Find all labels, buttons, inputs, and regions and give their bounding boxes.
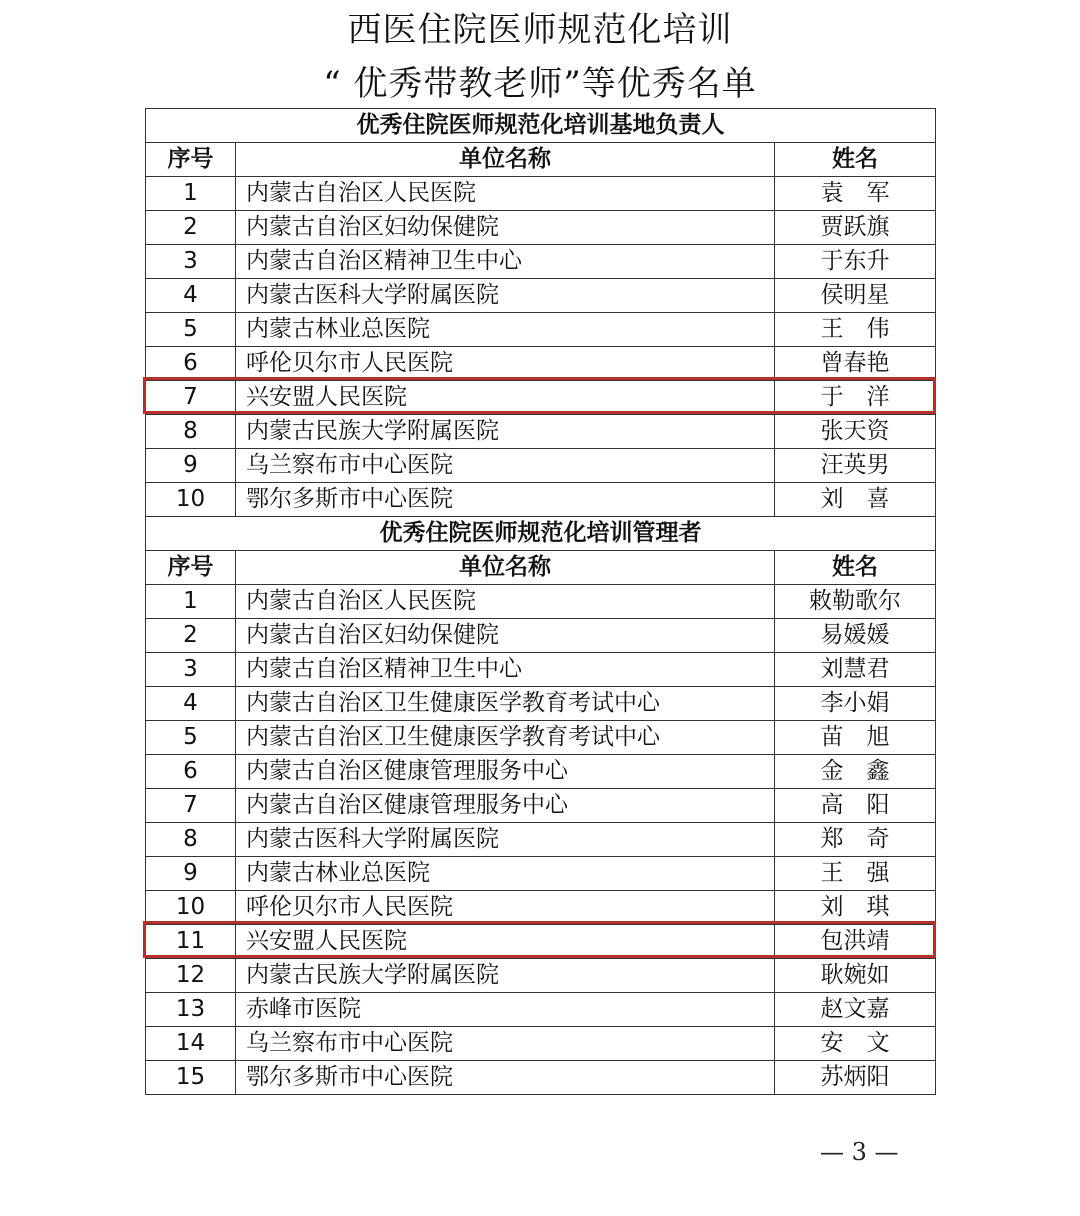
row-unit-name: 内蒙古自治区人民医院 xyxy=(236,585,775,619)
name-header: 姓名 xyxy=(775,143,936,177)
row-person-name: 袁 军 xyxy=(775,177,936,211)
row-seq-number: 15 xyxy=(146,1061,236,1095)
table-row xyxy=(146,313,936,347)
row-seq-number: 11 xyxy=(146,925,236,959)
row-unit-name: 内蒙古自治区卫生健康医学教育考试中心 xyxy=(236,687,775,721)
row-person-name: 张天资 xyxy=(775,415,936,449)
seq-header: 序号 xyxy=(146,551,236,585)
row-seq-number: 13 xyxy=(146,993,236,1027)
row-unit-name: 内蒙古民族大学附属医院 xyxy=(236,959,775,993)
row-person-name: 赵文嘉 xyxy=(775,993,936,1027)
table-row xyxy=(146,925,936,959)
table-row xyxy=(146,1027,936,1061)
table-row xyxy=(146,347,936,381)
row-person-name: 刘 喜 xyxy=(775,483,936,517)
row-unit-name: 内蒙古医科大学附属医院 xyxy=(236,279,775,313)
row-seq-number: 1 xyxy=(146,585,236,619)
row-seq-number: 4 xyxy=(146,687,236,721)
row-unit-name: 内蒙古林业总医院 xyxy=(236,857,775,891)
column-header-row xyxy=(146,551,936,585)
row-seq-number: 6 xyxy=(146,755,236,789)
row-person-name: 高 阳 xyxy=(775,789,936,823)
row-unit-name: 内蒙古自治区妇幼保健院 xyxy=(236,619,775,653)
table-row xyxy=(146,619,936,653)
row-person-name: 易媛媛 xyxy=(775,619,936,653)
row-person-name: 刘 琪 xyxy=(775,891,936,925)
page-number: — 3 — xyxy=(820,1138,899,1166)
document-title-line-1: 西医住院医师规范化培训 xyxy=(347,10,733,50)
row-person-name: 包洪靖 xyxy=(775,925,936,959)
section-title: 优秀住院医师规范化培训基地负责人 xyxy=(146,109,936,143)
table-row xyxy=(146,245,936,279)
row-seq-number: 3 xyxy=(146,245,236,279)
row-seq-number: 10 xyxy=(146,891,236,925)
seq-header: 序号 xyxy=(146,143,236,177)
row-seq-number: 9 xyxy=(146,449,236,483)
row-person-name: 郑 奇 xyxy=(775,823,936,857)
row-person-name: 敕勒歌尔 xyxy=(775,585,936,619)
row-person-name: 王 伟 xyxy=(775,313,936,347)
row-seq-number: 2 xyxy=(146,619,236,653)
row-person-name: 曾春艳 xyxy=(775,347,936,381)
row-unit-name: 兴安盟人民医院 xyxy=(236,925,775,959)
row-person-name: 王 强 xyxy=(775,857,936,891)
row-person-name: 于 洋 xyxy=(775,381,936,415)
row-unit-name: 内蒙古民族大学附属医院 xyxy=(236,415,775,449)
unit-header: 单位名称 xyxy=(236,551,775,585)
row-seq-number: 9 xyxy=(146,857,236,891)
section-title-row xyxy=(146,517,936,551)
row-unit-name: 乌兰察布市中心医院 xyxy=(236,449,775,483)
table-row xyxy=(146,653,936,687)
row-unit-name: 呼伦贝尔市人民医院 xyxy=(236,347,775,381)
table-row xyxy=(146,449,936,483)
row-seq-number: 5 xyxy=(146,313,236,347)
table-row xyxy=(146,1061,936,1095)
row-seq-number: 12 xyxy=(146,959,236,993)
table-row xyxy=(146,857,936,891)
table-row xyxy=(146,823,936,857)
row-person-name: 金 鑫 xyxy=(775,755,936,789)
row-unit-name: 内蒙古自治区卫生健康医学教育考试中心 xyxy=(236,721,775,755)
row-person-name: 安 文 xyxy=(775,1027,936,1061)
row-person-name: 于东升 xyxy=(775,245,936,279)
table-row xyxy=(146,279,936,313)
roster-table-body xyxy=(146,109,936,1095)
row-seq-number: 8 xyxy=(146,415,236,449)
table-row xyxy=(146,891,936,925)
table-row xyxy=(146,755,936,789)
row-unit-name: 鄂尔多斯市中心医院 xyxy=(236,1061,775,1095)
row-person-name: 苏炳阳 xyxy=(775,1061,936,1095)
name-header: 姓名 xyxy=(775,551,936,585)
table-row xyxy=(146,211,936,245)
row-unit-name: 内蒙古自治区健康管理服务中心 xyxy=(236,755,775,789)
row-person-name: 李小娟 xyxy=(775,687,936,721)
row-unit-name: 鄂尔多斯市中心医院 xyxy=(236,483,775,517)
table-row xyxy=(146,687,936,721)
row-seq-number: 6 xyxy=(146,347,236,381)
document-title-line-2: “ 优秀带教老师”等优秀名单 xyxy=(323,64,757,104)
award-roster-table xyxy=(145,108,936,1095)
row-seq-number: 3 xyxy=(146,653,236,687)
row-unit-name: 内蒙古林业总医院 xyxy=(236,313,775,347)
row-person-name: 耿婉如 xyxy=(775,959,936,993)
row-person-name: 侯明星 xyxy=(775,279,936,313)
table-row xyxy=(146,585,936,619)
unit-header: 单位名称 xyxy=(236,143,775,177)
table-row xyxy=(146,483,936,517)
row-seq-number: 14 xyxy=(146,1027,236,1061)
row-seq-number: 4 xyxy=(146,279,236,313)
table-row xyxy=(146,177,936,211)
row-unit-name: 内蒙古自治区妇幼保健院 xyxy=(236,211,775,245)
table-row xyxy=(146,415,936,449)
row-person-name: 苗 旭 xyxy=(775,721,936,755)
row-person-name: 汪英男 xyxy=(775,449,936,483)
table-row xyxy=(146,789,936,823)
row-seq-number: 7 xyxy=(146,789,236,823)
table-row xyxy=(146,993,936,1027)
row-seq-number: 10 xyxy=(146,483,236,517)
row-seq-number: 1 xyxy=(146,177,236,211)
table-row xyxy=(146,721,936,755)
row-unit-name: 内蒙古自治区人民医院 xyxy=(236,177,775,211)
row-seq-number: 5 xyxy=(146,721,236,755)
row-seq-number: 8 xyxy=(146,823,236,857)
row-person-name: 贾跃旗 xyxy=(775,211,936,245)
column-header-row xyxy=(146,143,936,177)
table-row xyxy=(146,959,936,993)
row-unit-name: 内蒙古自治区精神卫生中心 xyxy=(236,653,775,687)
row-unit-name: 内蒙古自治区精神卫生中心 xyxy=(236,245,775,279)
row-unit-name: 乌兰察布市中心医院 xyxy=(236,1027,775,1061)
row-unit-name: 呼伦贝尔市人民医院 xyxy=(236,891,775,925)
row-unit-name: 兴安盟人民医院 xyxy=(236,381,775,415)
section-title-row xyxy=(146,109,936,143)
row-person-name: 刘慧君 xyxy=(775,653,936,687)
row-seq-number: 7 xyxy=(146,381,236,415)
row-seq-number: 2 xyxy=(146,211,236,245)
section-title: 优秀住院医师规范化培训管理者 xyxy=(146,517,936,551)
row-unit-name: 赤峰市医院 xyxy=(236,993,775,1027)
table-row xyxy=(146,381,936,415)
row-unit-name: 内蒙古自治区健康管理服务中心 xyxy=(236,789,775,823)
row-unit-name: 内蒙古医科大学附属医院 xyxy=(236,823,775,857)
